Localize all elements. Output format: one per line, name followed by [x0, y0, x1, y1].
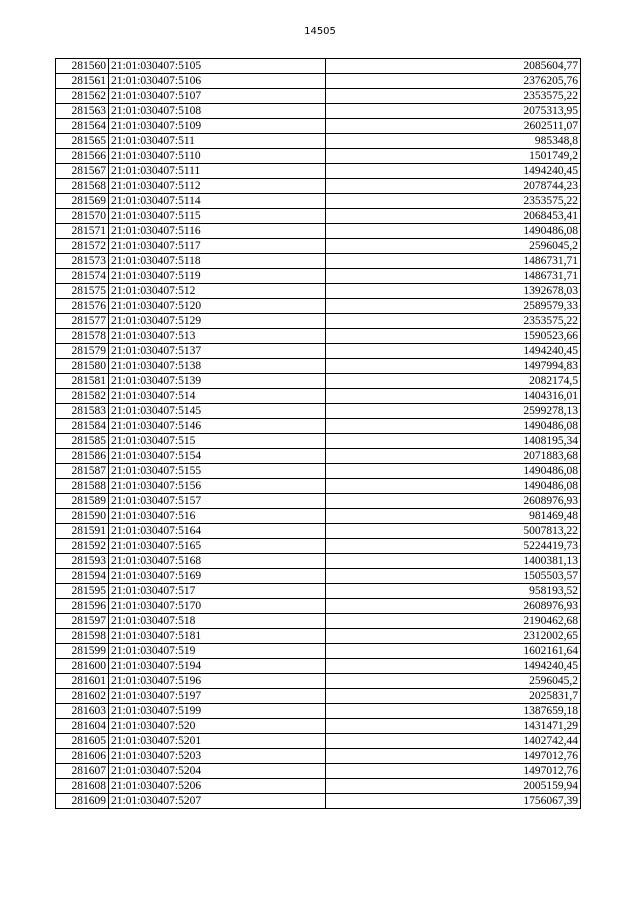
- cadastral-value-cell: 1490486,08: [326, 419, 581, 434]
- cadastral-number-cell: 21:01:030407:5137: [109, 344, 326, 359]
- cadastral-value-cell: 2312002,65: [326, 629, 581, 644]
- cadastral-number-cell: 21:01:030407:5112: [109, 179, 326, 194]
- cadastral-number-cell: 21:01:030407:5154: [109, 449, 326, 464]
- row-index-cell: 281590: [56, 509, 109, 524]
- row-index-cell: 281589: [56, 494, 109, 509]
- cadastral-value-cell: 2599278,13: [326, 404, 581, 419]
- cadastral-number-cell: 21:01:030407:5206: [109, 779, 326, 794]
- cadastral-value-cell: 2025831,7: [326, 689, 581, 704]
- row-index-cell: 281608: [56, 779, 109, 794]
- cadastral-number-cell: 21:01:030407:5201: [109, 734, 326, 749]
- row-index-cell: 281560: [56, 59, 109, 74]
- table-row: [56, 539, 581, 554]
- cadastral-value-cell: 2376205,76: [326, 74, 581, 89]
- cadastral-number-cell: 21:01:030407:5139: [109, 374, 326, 389]
- cadastral-value-cell: 2085604,77: [326, 59, 581, 74]
- cadastral-number-cell: 21:01:030407:5146: [109, 419, 326, 434]
- table-row: [56, 134, 581, 149]
- cadastral-number-cell: 21:01:030407:513: [109, 329, 326, 344]
- row-index-cell: 281586: [56, 449, 109, 464]
- table-row: [56, 689, 581, 704]
- cadastral-value-cell: 5007813,22: [326, 524, 581, 539]
- cadastral-number-cell: 21:01:030407:5164: [109, 524, 326, 539]
- table-row: [56, 374, 581, 389]
- cadastral-number-cell: 21:01:030407:518: [109, 614, 326, 629]
- page-number: 14505: [304, 26, 336, 37]
- cadastral-value-cell: 2068453,41: [326, 209, 581, 224]
- cadastral-number-cell: 21:01:030407:5207: [109, 794, 326, 809]
- row-index-cell: 281580: [56, 359, 109, 374]
- table-row: [56, 254, 581, 269]
- row-index-cell: 281562: [56, 89, 109, 104]
- cadastral-number-cell: 21:01:030407:5155: [109, 464, 326, 479]
- cadastral-number-cell: 21:01:030407:5109: [109, 119, 326, 134]
- row-index-cell: 281599: [56, 644, 109, 659]
- cadastral-number-cell: 21:01:030407:5120: [109, 299, 326, 314]
- table-row: [56, 569, 581, 584]
- cadastral-value-cell: 1400381,13: [326, 554, 581, 569]
- table-row: [56, 359, 581, 374]
- cadastral-number-cell: 21:01:030407:5145: [109, 404, 326, 419]
- row-index-cell: 281572: [56, 239, 109, 254]
- cadastral-value-cell: 1387659,18: [326, 704, 581, 719]
- row-index-cell: 281601: [56, 674, 109, 689]
- table-row: [56, 194, 581, 209]
- table-row: [56, 269, 581, 284]
- row-index-cell: 281564: [56, 119, 109, 134]
- cadastral-value-cell: 1490486,08: [326, 464, 581, 479]
- row-index-cell: 281602: [56, 689, 109, 704]
- cadastral-value-cell: 2078744,23: [326, 179, 581, 194]
- row-index-cell: 281574: [56, 269, 109, 284]
- table-row: [56, 239, 581, 254]
- cadastral-value-cell: 2190462,68: [326, 614, 581, 629]
- cadastral-number-cell: 21:01:030407:517: [109, 584, 326, 599]
- row-index-cell: 281563: [56, 104, 109, 119]
- cadastral-value-cell: 1602161,64: [326, 644, 581, 659]
- cadastral-number-cell: 21:01:030407:520: [109, 719, 326, 734]
- cadastral-value-cell: 2596045,2: [326, 239, 581, 254]
- cadastral-number-cell: 21:01:030407:5107: [109, 89, 326, 104]
- cadastral-value-cell: 5224419,73: [326, 539, 581, 554]
- table-row: [56, 584, 581, 599]
- cadastral-number-cell: 21:01:030407:5165: [109, 539, 326, 554]
- cadastral-number-cell: 21:01:030407:5168: [109, 554, 326, 569]
- row-index-cell: 281604: [56, 719, 109, 734]
- cadastral-number-cell: 21:01:030407:5108: [109, 104, 326, 119]
- cadastral-value-cell: 1590523,66: [326, 329, 581, 344]
- table-row: [56, 389, 581, 404]
- table-row: [56, 749, 581, 764]
- table-row: [56, 434, 581, 449]
- cadastral-number-cell: 21:01:030407:515: [109, 434, 326, 449]
- row-index-cell: 281579: [56, 344, 109, 359]
- cadastral-number-cell: 21:01:030407:5169: [109, 569, 326, 584]
- row-index-cell: 281581: [56, 374, 109, 389]
- table-row: [56, 419, 581, 434]
- cadastral-value-cell: 1756067,39: [326, 794, 581, 809]
- table-row: [56, 734, 581, 749]
- row-index-cell: 281605: [56, 734, 109, 749]
- cadastral-number-cell: 21:01:030407:5129: [109, 314, 326, 329]
- row-index-cell: 281598: [56, 629, 109, 644]
- row-index-cell: 281607: [56, 764, 109, 779]
- row-index-cell: 281576: [56, 299, 109, 314]
- cadastral-value-cell: 981469,48: [326, 509, 581, 524]
- cadastral-value-cell: 2005159,94: [326, 779, 581, 794]
- cadastral-value-cell: 1431471,29: [326, 719, 581, 734]
- cadastral-value-cell: 2082174,5: [326, 374, 581, 389]
- table-row: [56, 479, 581, 494]
- cadastral-number-cell: 21:01:030407:5157: [109, 494, 326, 509]
- row-index-cell: 281587: [56, 464, 109, 479]
- row-index-cell: 281606: [56, 749, 109, 764]
- cadastral-value-cell: 1497994,83: [326, 359, 581, 374]
- table-row: [56, 764, 581, 779]
- cadastral-number-cell: 21:01:030407:511: [109, 134, 326, 149]
- table-row: [56, 299, 581, 314]
- cadastral-value-cell: 1501749,2: [326, 149, 581, 164]
- table-row: [56, 329, 581, 344]
- row-index-cell: 281570: [56, 209, 109, 224]
- cadastral-number-cell: 21:01:030407:5118: [109, 254, 326, 269]
- cadastral-value-table: [55, 58, 581, 809]
- row-index-cell: 281571: [56, 224, 109, 239]
- row-index-cell: 281592: [56, 539, 109, 554]
- cadastral-value-cell: 958193,52: [326, 584, 581, 599]
- table-row: [56, 119, 581, 134]
- cadastral-value-cell: 1486731,71: [326, 254, 581, 269]
- cadastral-number-cell: 21:01:030407:5111: [109, 164, 326, 179]
- table-row: [56, 404, 581, 419]
- cadastral-number-cell: 21:01:030407:5203: [109, 749, 326, 764]
- cadastral-value-cell: 1497012,76: [326, 764, 581, 779]
- cadastral-value-cell: 2353575,22: [326, 89, 581, 104]
- cadastral-value-cell: 1494240,45: [326, 344, 581, 359]
- table-row: [56, 629, 581, 644]
- row-index-cell: 281600: [56, 659, 109, 674]
- row-index-cell: 281588: [56, 479, 109, 494]
- row-index-cell: 281573: [56, 254, 109, 269]
- table-row: [56, 104, 581, 119]
- cadastral-number-cell: 21:01:030407:5105: [109, 59, 326, 74]
- table-row: [56, 314, 581, 329]
- table-row: [56, 89, 581, 104]
- cadastral-value-cell: 2353575,22: [326, 314, 581, 329]
- table-row: [56, 344, 581, 359]
- table-row: [56, 794, 581, 809]
- table-row: [56, 509, 581, 524]
- table-row: [56, 524, 581, 539]
- cadastral-number-cell: 21:01:030407:5196: [109, 674, 326, 689]
- cadastral-value-cell: 1392678,03: [326, 284, 581, 299]
- cadastral-number-cell: 21:01:030407:5114: [109, 194, 326, 209]
- row-index-cell: 281569: [56, 194, 109, 209]
- table-row: [56, 599, 581, 614]
- cadastral-value-cell: 1490486,08: [326, 479, 581, 494]
- row-index-cell: 281603: [56, 704, 109, 719]
- cadastral-number-cell: 21:01:030407:5156: [109, 479, 326, 494]
- cadastral-value-cell: 1490486,08: [326, 224, 581, 239]
- table-row: [56, 224, 581, 239]
- row-index-cell: 281593: [56, 554, 109, 569]
- cadastral-value-cell: 1486731,71: [326, 269, 581, 284]
- cadastral-value-cell: 1494240,45: [326, 164, 581, 179]
- cadastral-number-cell: 21:01:030407:516: [109, 509, 326, 524]
- row-index-cell: 281583: [56, 404, 109, 419]
- row-index-cell: 281577: [56, 314, 109, 329]
- cadastral-number-cell: 21:01:030407:512: [109, 284, 326, 299]
- cadastral-number-cell: 21:01:030407:5204: [109, 764, 326, 779]
- row-index-cell: 281595: [56, 584, 109, 599]
- row-index-cell: 281566: [56, 149, 109, 164]
- cadastral-value-cell: 2071883,68: [326, 449, 581, 464]
- row-index-cell: 281565: [56, 134, 109, 149]
- row-index-cell: 281584: [56, 419, 109, 434]
- table-row: [56, 464, 581, 479]
- table-row: [56, 449, 581, 464]
- table-row: [56, 209, 581, 224]
- cadastral-value-cell: 1408195,34: [326, 434, 581, 449]
- cadastral-number-cell: 21:01:030407:5138: [109, 359, 326, 374]
- table-row: [56, 494, 581, 509]
- row-index-cell: 281597: [56, 614, 109, 629]
- cadastral-value-cell: 2596045,2: [326, 674, 581, 689]
- row-index-cell: 281609: [56, 794, 109, 809]
- cadastral-number-cell: 21:01:030407:5119: [109, 269, 326, 284]
- table-row: [56, 554, 581, 569]
- cadastral-value-cell: 1505503,57: [326, 569, 581, 584]
- table-row: [56, 719, 581, 734]
- cadastral-value-cell: 1497012,76: [326, 749, 581, 764]
- table-row: [56, 179, 581, 194]
- table-row: [56, 614, 581, 629]
- table-row: [56, 164, 581, 179]
- cadastral-value-cell: 2608976,93: [326, 599, 581, 614]
- row-index-cell: 281585: [56, 434, 109, 449]
- row-index-cell: 281575: [56, 284, 109, 299]
- table-body: [56, 59, 581, 809]
- cadastral-value-cell: 2353575,22: [326, 194, 581, 209]
- cadastral-number-cell: 21:01:030407:5110: [109, 149, 326, 164]
- cadastral-number-cell: 21:01:030407:5197: [109, 689, 326, 704]
- table-row: [56, 74, 581, 89]
- table-row: [56, 674, 581, 689]
- cadastral-value-cell: 1494240,45: [326, 659, 581, 674]
- row-index-cell: 281594: [56, 569, 109, 584]
- table-row: [56, 779, 581, 794]
- table-row: [56, 284, 581, 299]
- cadastral-value-cell: 985348,8: [326, 134, 581, 149]
- cadastral-number-cell: 21:01:030407:5117: [109, 239, 326, 254]
- cadastral-number-cell: 21:01:030407:514: [109, 389, 326, 404]
- table-row: [56, 59, 581, 74]
- cadastral-number-cell: 21:01:030407:519: [109, 644, 326, 659]
- table-row: [56, 149, 581, 164]
- row-index-cell: 281578: [56, 329, 109, 344]
- row-index-cell: 281596: [56, 599, 109, 614]
- cadastral-number-cell: 21:01:030407:5106: [109, 74, 326, 89]
- cadastral-number-cell: 21:01:030407:5194: [109, 659, 326, 674]
- table-row: [56, 659, 581, 674]
- cadastral-value-cell: 1402742,44: [326, 734, 581, 749]
- cadastral-value-cell: 2589579,33: [326, 299, 581, 314]
- cadastral-value-cell: 2602511,07: [326, 119, 581, 134]
- cadastral-number-cell: 21:01:030407:5116: [109, 224, 326, 239]
- cadastral-number-cell: 21:01:030407:5170: [109, 599, 326, 614]
- row-index-cell: 281561: [56, 74, 109, 89]
- cadastral-value-cell: 2608976,93: [326, 494, 581, 509]
- table-row: [56, 704, 581, 719]
- row-index-cell: 281582: [56, 389, 109, 404]
- cadastral-number-cell: 21:01:030407:5199: [109, 704, 326, 719]
- cadastral-value-cell: 2075313,95: [326, 104, 581, 119]
- table-row: [56, 644, 581, 659]
- row-index-cell: 281591: [56, 524, 109, 539]
- cadastral-value-cell: 1404316,01: [326, 389, 581, 404]
- row-index-cell: 281567: [56, 164, 109, 179]
- row-index-cell: 281568: [56, 179, 109, 194]
- cadastral-number-cell: 21:01:030407:5115: [109, 209, 326, 224]
- cadastral-number-cell: 21:01:030407:5181: [109, 629, 326, 644]
